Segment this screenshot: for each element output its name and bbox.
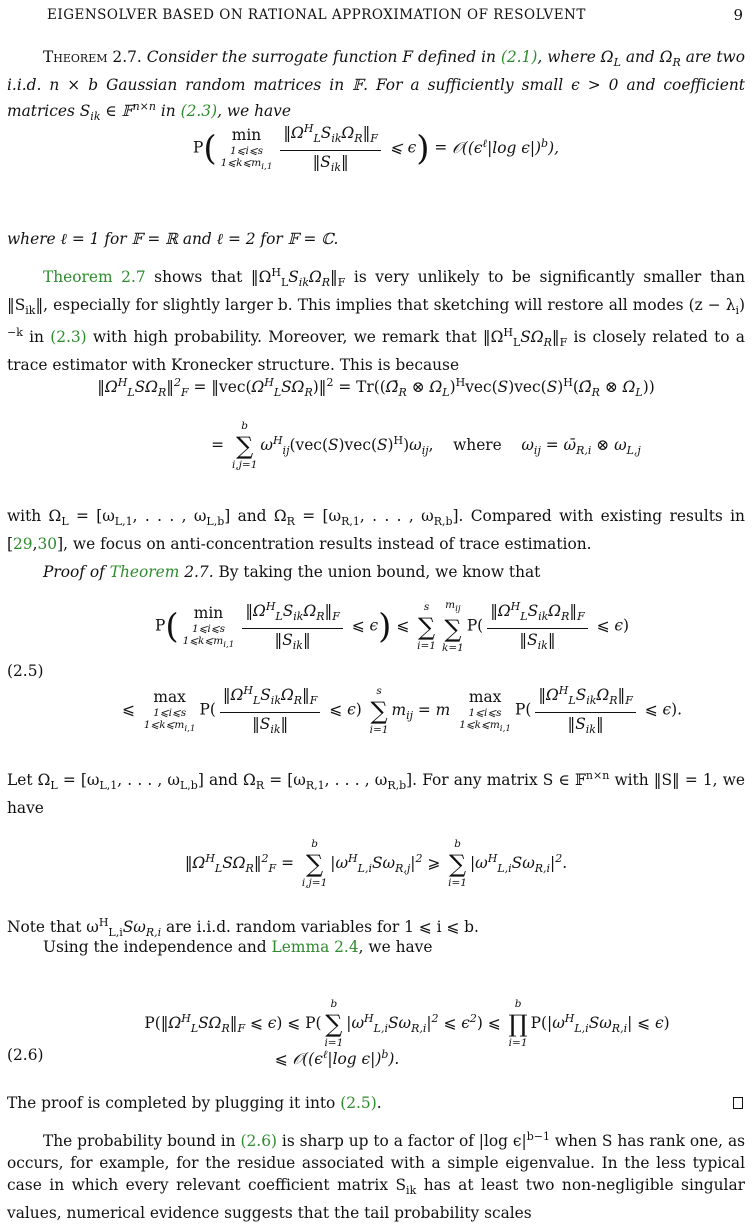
equation-2-5-line-2: ⩽ max 1⩽i⩽s $1⩽k⩽m_{i,1}$ P( $\frac{‖\Omega^H_LS_{ik}\Omega_R‖_F}{‖S_{ik}‖}$ ⩽ ϵ) s ∑ i=1 $m_{ij} = m$ max 1⩽i⩽s $1⩽k⩽m_{i,1}$ P( $\frac{‖\Omega^H_LS_{ik}\Omega_R‖_F}{‖S_{ik}‖}$ ⩽ ϵ).	[57, 680, 747, 741]
paragraph-2: with $\Omega_L = [\omega_{L,1}$, . . . , $\omega_{L,b}$] and $\Omega_R = [\omega_{R,1}$, . . . , $\omega_{R,b}$]. Compared with existing results in [29,30], we focus on anti-concentration results instead of trace estimation.	[7, 507, 745, 554]
ref-eq-2-3b[interactable]: (2.3)	[50, 328, 87, 347]
page-number: 9	[733, 6, 743, 24]
qed-box	[733, 1097, 743, 1109]
theorem-label: Theorem 2.7.	[43, 48, 142, 66]
equation-number-2-6: (2.6)	[7, 1046, 44, 1064]
trace-equation-line-2: = b ∑ i,j=1 $\omega^H_{ij}(vec(S)vec(S)^H)\omega_{ij}$, where $\omega_{ij}$ = $\omegā_{R,i}$ ⊗ $\omega_{L,j}$	[211, 420, 641, 471]
citation-30[interactable]: 30	[37, 535, 58, 554]
trace-equation-line-1: $‖\Omega^H_LS\Omega_R‖^2_F$ = $‖vec(\Omega^H_LS\Omega_R)‖^2$ = $Tr((\Omegā_R$ ⊗ $\Omega_L)^Hvec(S)vec(S)^H(\Omegā_R$ ⊗ $\Omega_L$))	[97, 376, 655, 400]
paragraph-3: Let $\Omega_L = [\omega_{L,1}$, . . . , $\omega_{L,b}$] and $\Omega_R = [\omega_{R,1}$, . . . , $\omega_{R,b}$]. For any matrix S ∈ 𝔽$^{n\times n}$ with ‖S‖ = 1, we have	[7, 769, 745, 818]
ref-proof-theorem[interactable]: Theorem	[109, 563, 180, 581]
theorem-equation: P( min 1⩽i⩽s $1⩽k⩽m_{i,1}$ $\frac{‖\Omega^H_LS_{ik}\Omega_R‖_F}{‖S_{ik}‖}$ ⩽ $\epsilon) = 𝒪((\epsilon^\ell|\log$ ϵ|)$^b$),	[7, 118, 745, 179]
equation-2-6-line-1: $P(‖\Omega^H_LS\Omega_R‖_F$ ⩽ ϵ) ⩽ P( b ∑ i=1 $|\omega^H_{L,i}S\omega_{R,i}|^2$ ⩽ $\epsilon^2$) ⩽ b ∏ i=1 $P(|\omega^H_{L,i}S\omega_{R,i}|$ ⩽ ϵ)	[144, 998, 670, 1049]
theorem-where: where ℓ = 1 for 𝔽 = ℝ and ℓ = 2 for 𝔽 = ℂ.	[7, 230, 339, 248]
paragraph-5: Using the independence and Lemma 2.4, we have	[43, 938, 433, 956]
running-title: EIGENSOLVER BASED ON RATIONAL APPROXIMATION OF RESOLVENT	[47, 7, 586, 23]
equation-2-6-line-2: ⩽ $𝒪((\epsilon^\ell|\log$ ϵ|)$^b$).	[274, 1048, 400, 1069]
citation-29[interactable]: 29	[13, 535, 33, 554]
ref-lemma-2-4[interactable]: Lemma 2.4	[271, 938, 359, 956]
ref-eq-2-1[interactable]: (2.1)	[500, 48, 538, 66]
equation-number-2-5: (2.5)	[7, 662, 44, 680]
paragraph-1: Theorem 2.7 shows that $‖\Omega^H_LS_{ik}\Omega_R‖_F$ is very unlikely to be significantly smaller than $‖S_{ik}‖$, especially for slightly larger b. This implies that sketching will restore all modes $(z - \lambda_i)^{-k}$ in (2.3) with high probability. Moreover, we remark that $‖\Omega^H_LS\Omega_R‖_F$ is closely related to a trace estimator with Kronecker structure. This is because	[7, 266, 745, 375]
ref-eq-2-5[interactable]: (2.5)	[340, 1094, 377, 1112]
paragraph-6: The proof is completed by plugging it into (2.5).	[7, 1094, 382, 1112]
running-header	[7, 4, 745, 26]
paragraph-4: Note that $\omega^H_{L,i}S\omega_{R,i}$ are i.i.d. random variables for 1 ⩽ i ⩽ b.	[7, 916, 479, 940]
ref-eq-2-3[interactable]: (2.3)	[180, 102, 218, 121]
frobenius-bound-equation: $‖\Omega^H_LS\Omega_R‖^2_F$ = b ∑ i,j=1 $|\omega^H_{L,i}S\omega_{R,j}|^2$ ⩾ b ∑ i=1 $|\omega^H_{L,i}S\omega_{R,i}|^2$.	[184, 838, 568, 889]
equation-2-5-line-1: P( min 1⩽i⩽s $1⩽k⩽m_{i,1}$ $\frac{‖\Omega^H_LS_{ik}\Omega_R‖_F}{‖S_{ik}‖}$ ⩽ ϵ) ⩽ s ∑ i=1 $m_{ij}$ ∑ k=1 P( $\frac{‖\Omega^H_LS_{ik}\Omega_R‖_F}{‖S_{ik}‖}$ ⩽ ϵ)	[47, 596, 737, 657]
proof-start: Proof of Theorem 2.7. By taking the union bound, we know that	[43, 563, 541, 581]
theorem-statement: Theorem 2.7. Consider the surrogate function F defined in (2.1), where $\Omega_L$ and $\Omega_R$ are two i.i.d. n × b Gaussian random matrices in 𝔽. For a sufficiently small ϵ > 0 and coefficient matrices $S_{ik}$ ∈ 𝔽$^{n\times n}$ in (2.3), we have	[7, 48, 745, 124]
paragraph-7: The probability bound in (2.6) is sharp up to a factor of |log $\epsilon|^{b-1}$ when S has rank one, as occurs, for example, for the residue associated with a simple eigenvalue. In the less typical case in which every relevant coefficient matrix $S_{ik}$ has at least two non-negligible singular values, numerical evidence suggests that the tail probability scales	[7, 1130, 746, 1223]
ref-eq-2-6[interactable]: (2.6)	[240, 1132, 277, 1151]
ref-theorem-2-7[interactable]: Theorem 2.7	[43, 268, 146, 287]
